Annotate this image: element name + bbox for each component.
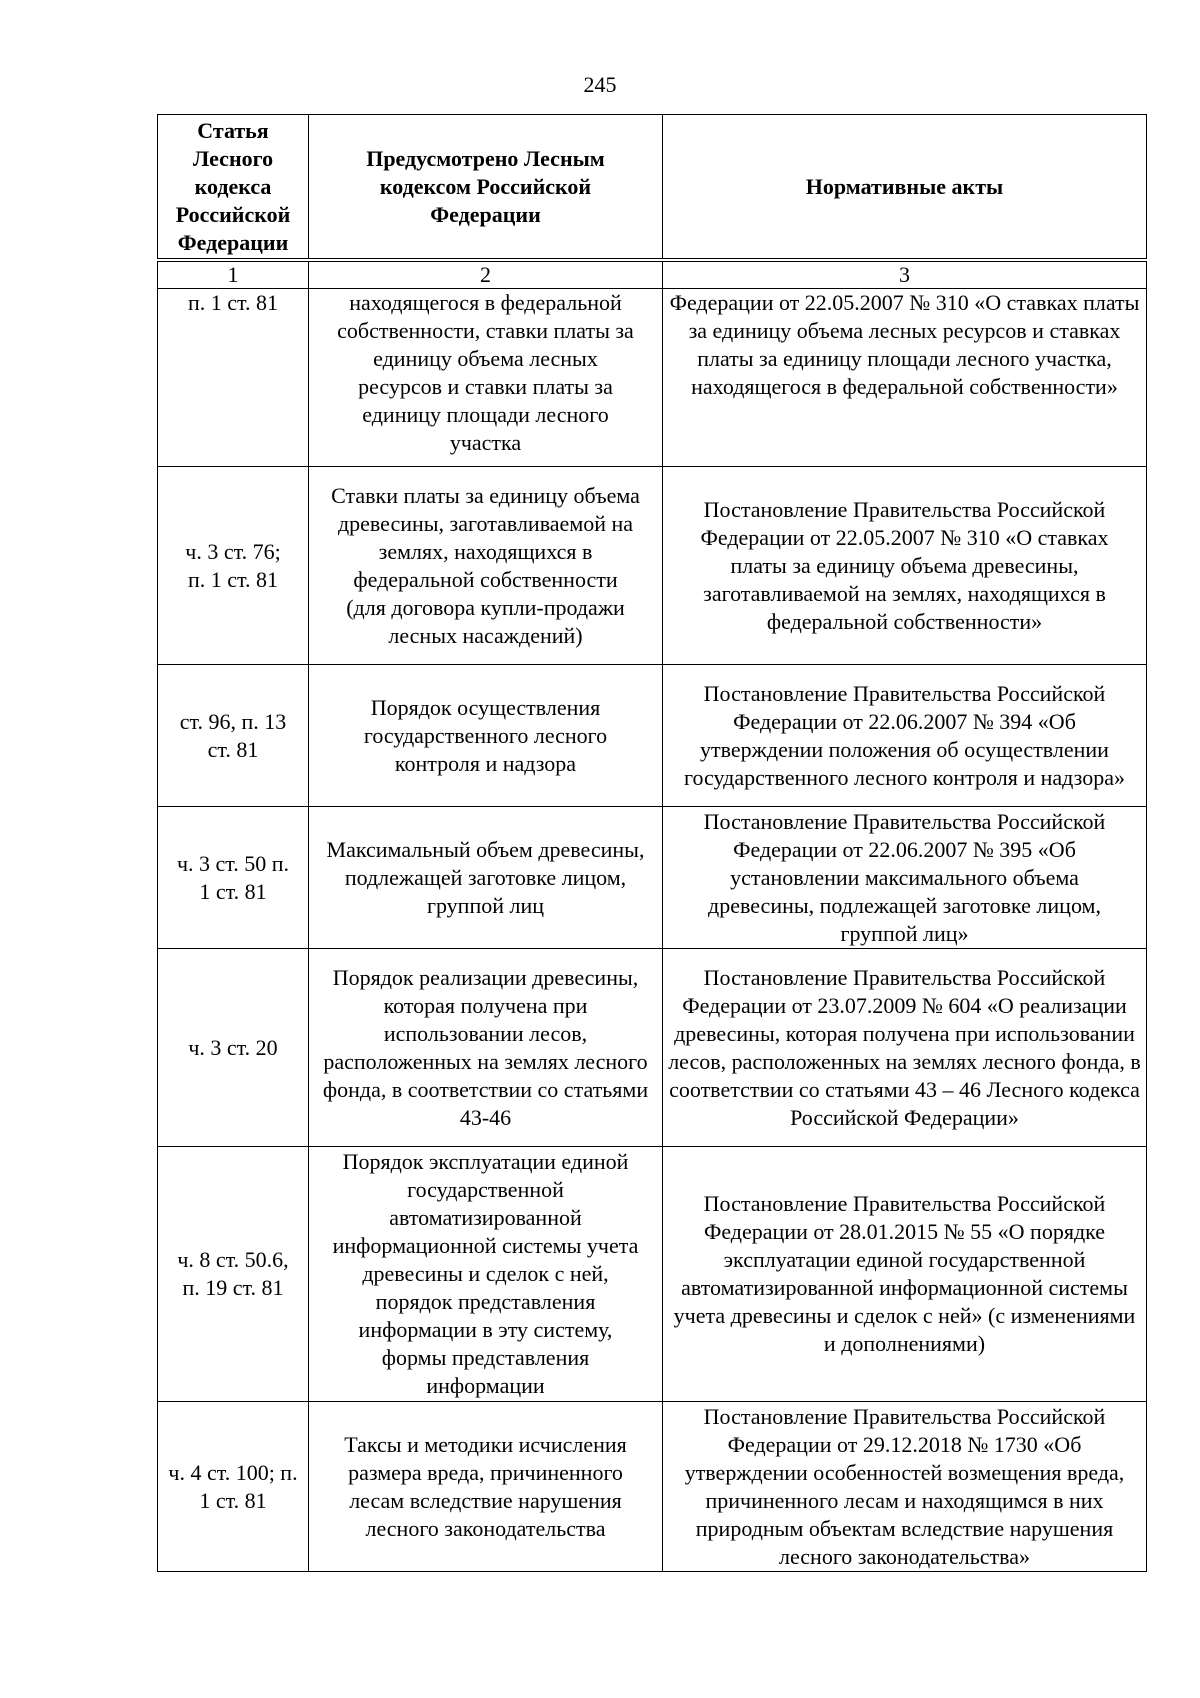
provision-cell: Таксы и методики исчисления размера вреда, причиненного лесам вследствие нарушения лесного законодательства [309, 1402, 663, 1572]
column-number: 1 [158, 260, 309, 289]
provision-cell: находящегося в федеральной собственности, ставки платы за единицу объема лесных ресурсов и ставки платы за единицу площади лесного участка [309, 289, 663, 467]
article-cell: ч. 4 ст. 100; п. 1 ст. 81 [158, 1402, 309, 1572]
header-acts: Нормативные акты [663, 115, 1147, 261]
table-row [158, 1402, 1147, 1572]
article-cell: ст. 96, п. 13 ст. 81 [158, 665, 309, 807]
act-cell: Постановление Правительства Российской Федерации от 29.12.2018 № 1730 «Об утверждении особенностей возмещения вреда, причиненного лесам и находящимся в них природным объектам вследствие нарушения лесного законодательства» [663, 1402, 1147, 1572]
act-cell: Постановление Правительства Российской Федерации от 22.05.2007 № 310 «О ставках платы за единицу объема древесины, заготавливаемой на землях, находящихся в федеральной собственности» [663, 467, 1147, 665]
act-cell: Постановление Правительства Российской Федерации от 28.01.2015 № 55 «О порядке эксплуатации единой государственной автоматизированной информационной системы учета древесины и сделок с ней» (с изменениями и дополнениями) [663, 1147, 1147, 1402]
act-cell: Постановление Правительства Российской Федерации от 22.06.2007 № 395 «Об установлении максимального объема древесины, подлежащей заготовке лицом, группой лиц» [663, 807, 1147, 949]
table-row [158, 949, 1147, 1147]
provision-cell: Порядок осуществления государственного лесного контроля и надзора [309, 665, 663, 807]
provision-cell: Порядок эксплуатации единой государственной автоматизированной информационной системы учета древесины и сделок с ней, порядок представления информации в эту систему, формы представления информации [309, 1147, 663, 1402]
provision-cell: Ставки платы за единицу объема древесины, заготавливаемой на землях, находящихся в федеральной собственности (для договора купли-продажи лесных насаждений) [309, 467, 663, 665]
article-cell: ч. 3 ст. 76; п. 1 ст. 81 [158, 467, 309, 665]
act-cell: Постановление Правительства Российской Федерации от 22.06.2007 № 394 «Об утверждении положения об осуществлении государственного лесного контроля и надзора» [663, 665, 1147, 807]
article-cell: ч. 8 ст. 50.6, п. 19 ст. 81 [158, 1147, 309, 1402]
column-number: 2 [309, 260, 663, 289]
article-cell: ч. 3 ст. 50 п. 1 ст. 81 [158, 807, 309, 949]
article-cell: ч. 3 ст. 20 [158, 949, 309, 1147]
provision-cell: Порядок реализации древесины, которая получена при использовании лесов, расположенных на землях лесного фонда, в соответствии со статьями 43-46 [309, 949, 663, 1147]
table-row [158, 289, 1147, 467]
table-row [158, 665, 1147, 807]
table-row [158, 467, 1147, 665]
act-cell: Федерации от 22.05.2007 № 310 «О ставках платы за единицу объема лесных ресурсов и ставках платы за единицу площади лесного участка, находящегося в федеральной собственности» [663, 289, 1147, 467]
article-cell: п. 1 ст. 81 [158, 289, 309, 467]
column-number: 3 [663, 260, 1147, 289]
table-row [158, 807, 1147, 949]
provision-cell: Максимальный объем древесины, подлежащей заготовке лицом, группой лиц [309, 807, 663, 949]
table-row [158, 1147, 1147, 1402]
page-number: 245 [583, 72, 617, 97]
column-number-row [158, 260, 1147, 289]
legal-acts-table [157, 114, 1147, 1572]
table-header-row [158, 115, 1147, 261]
header-article: Статья Лесного кодекса Российской Федерации [158, 115, 309, 261]
act-cell: Постановление Правительства Российской Федерации от 23.07.2009 № 604 «О реализации древесины, которая получена при использовании лесов, расположенных на землях лесного фонда, в соответствии со статьями 43 – 46 Лесного кодекса Российской Федерации» [663, 949, 1147, 1147]
header-provision: Предусмотрено Лесным кодексом Российской Федерации [309, 115, 663, 261]
